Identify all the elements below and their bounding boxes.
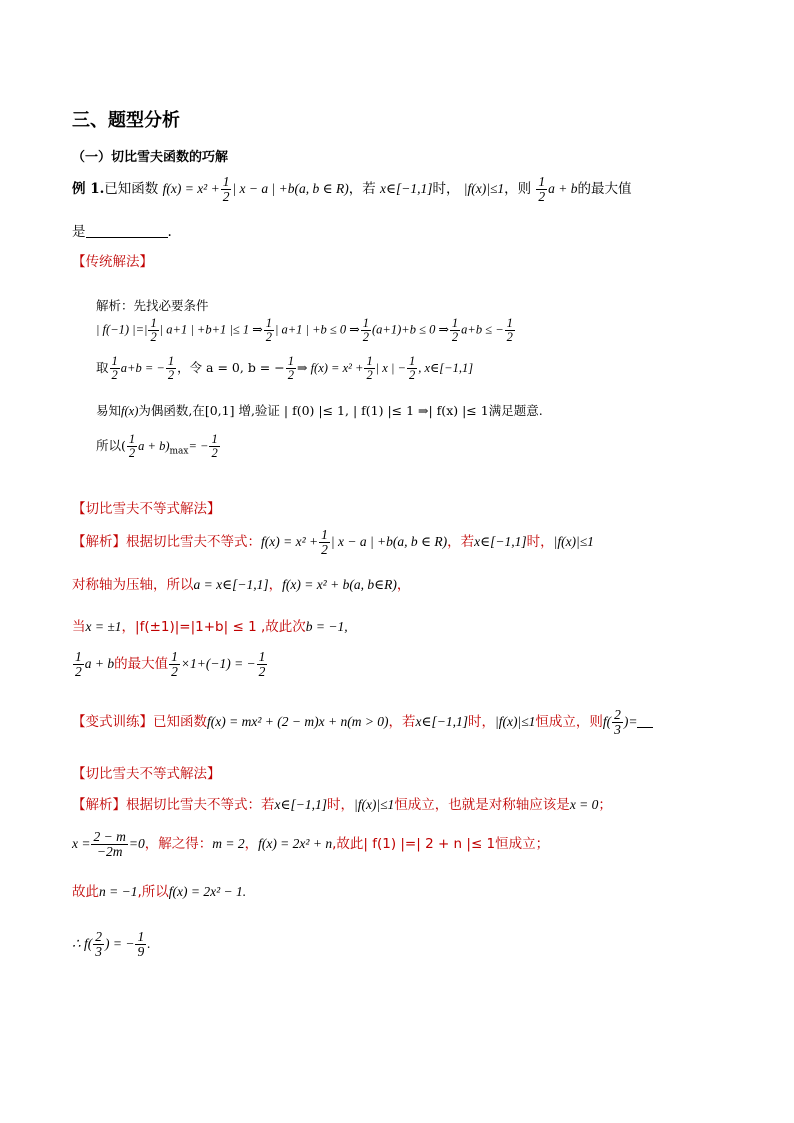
text-fragment: |f(x)|≤1 — [463, 181, 505, 197]
text-fragment: 易知 — [96, 403, 122, 418]
text-fragment: 恒成立，则 — [535, 714, 603, 731]
text-fragment: ,故此| f(1) |=| 2 + n |≤ 1恒成立 — [332, 836, 536, 853]
text-fragment: x∈[−1,1] — [474, 534, 527, 550]
fraction-denominator: 2 — [362, 330, 370, 345]
text-fragment: a = x∈[−1,1] — [193, 577, 269, 592]
text-fragment: f(x) = 2x² + n — [258, 836, 333, 852]
text-fragment: ，若 — [388, 714, 416, 731]
text-fragment: a + b) — [138, 439, 170, 454]
fraction-numerator: 1 — [137, 929, 145, 944]
text-fragment: 故此 — [72, 884, 99, 900]
text-fragment: x∈[−1,1] — [380, 181, 433, 197]
text-fragment: )= — [623, 714, 638, 730]
text-fragment: ，则 — [504, 181, 532, 198]
fraction-denominator: 2 — [321, 542, 328, 558]
example-line-2 — [72, 220, 172, 240]
fraction — [364, 355, 374, 382]
text-fragment: |f(x)|≤1 — [495, 714, 536, 730]
fraction-denominator: 9 — [137, 944, 145, 960]
text-fragment: 的最大值 — [577, 181, 632, 198]
fraction-numerator: 1 — [451, 316, 459, 330]
solution1-line-4 — [72, 650, 268, 679]
text-fragment: f(x) = 2x² − 1. — [168, 884, 247, 899]
text-fragment: f(x) — [121, 404, 139, 418]
fraction-numerator: 1 — [171, 649, 178, 664]
text-fragment: x = — [72, 836, 91, 852]
fraction-numerator: 1 — [258, 649, 266, 664]
text-fragment: . — [147, 936, 151, 952]
fraction-numerator: 1 — [150, 316, 157, 330]
fraction-denominator: 2 — [538, 189, 546, 205]
variant-line — [72, 708, 653, 737]
fraction-numerator: 1 — [167, 354, 175, 368]
text-fragment: ) = − — [104, 936, 135, 952]
text-fragment: =0 — [128, 836, 145, 852]
fraction — [361, 317, 371, 344]
solution2-line-1 — [72, 793, 612, 813]
fraction-numerator: 1 — [362, 316, 370, 330]
text-fragment: 根据切比雪夫不等式： — [126, 534, 261, 551]
text-fragment: f(x) = mx² + (2 − m)x + n(m > 0) — [207, 714, 389, 730]
text-fragment: | x − a | +b(a, b ∈ R) — [232, 181, 349, 197]
text-fragment: 所以( — [96, 438, 126, 454]
tag-chebyshev-1: 【切比雪夫不等式解法】 — [72, 501, 221, 517]
text-fragment: ，若 — [348, 181, 376, 198]
text-fragment: f(x) = x² + — [162, 181, 220, 197]
fraction-denominator: 2 — [167, 368, 175, 383]
fraction-denominator: 2 — [258, 664, 266, 680]
text-fragment: ， — [396, 577, 411, 593]
fraction — [110, 355, 120, 382]
fraction — [127, 433, 137, 460]
text-fragment: a + b — [548, 181, 578, 197]
fraction — [73, 650, 84, 679]
fraction-numerator: 1 — [265, 316, 272, 330]
text-fragment: ， — [244, 836, 259, 853]
fraction — [91, 830, 127, 859]
text-fragment: b = −1, — [305, 619, 348, 634]
fraction — [148, 317, 158, 344]
text-fragment: | x | − — [375, 361, 406, 376]
text-fragment: 为偶函数,在[0,1] 增,验证 | f(0) |≤ 1, | f(1) |≤ 1 ⇒| f(x) |≤ 1满足题意. — [138, 403, 543, 418]
text-fragment: n = −1 — [99, 884, 138, 899]
text-fragment: m = 2 — [212, 836, 245, 852]
text-fragment: | f(−1) |=| — [96, 322, 148, 337]
text-fragment: 的最大值 — [114, 656, 169, 673]
text-fragment: ∴ f( — [72, 936, 93, 952]
fraction-denominator: 2 — [171, 664, 178, 680]
text-fragment: ； — [598, 797, 612, 813]
fraction-numerator: 1 — [408, 354, 416, 368]
fraction — [135, 930, 146, 959]
traditional-line-4 — [96, 433, 221, 460]
fraction-denominator: −2m — [96, 844, 123, 860]
fraction — [264, 317, 274, 344]
text-fragment: x = ±1 — [85, 619, 122, 634]
fraction-denominator: 2 — [150, 330, 157, 345]
fraction-denominator: 2 — [287, 368, 294, 383]
text-fragment: 时， — [432, 181, 460, 198]
fraction-numerator: 1 — [287, 354, 294, 368]
text-fragment: f(x) = x² + — [261, 534, 319, 550]
text-fragment: 根据切比雪夫不等式：若 — [126, 797, 275, 813]
text-fragment: 【解析】 — [72, 534, 126, 551]
text-fragment: 时， — [326, 797, 354, 813]
text-fragment: | x − a | +b(a, b ∈ R) — [330, 534, 448, 550]
text-fragment: 已知函数 — [153, 714, 207, 731]
text-fragment: . — [167, 224, 172, 240]
text-fragment: ×1+(−1) = − — [180, 656, 256, 672]
text-fragment: 【解析】 — [72, 797, 126, 813]
fraction — [221, 175, 232, 204]
text-fragment: 恒成立，也就是对称轴应该是 — [394, 797, 570, 813]
text-fragment: 时， — [468, 714, 496, 731]
fraction-numerator: 2 − m — [93, 829, 126, 844]
fraction — [612, 708, 623, 737]
fraction — [407, 355, 417, 382]
traditional-intro: 解析：先找必要条件 — [96, 298, 209, 313]
fraction-denominator: 2 — [222, 189, 230, 205]
text-fragment: 对称轴为压轴，所以 — [72, 577, 194, 593]
fraction — [505, 317, 515, 344]
text-fragment: ，令 a = 0, b = − — [177, 360, 285, 376]
solution1-line-3 — [72, 615, 348, 635]
text-fragment: max — [169, 446, 189, 457]
fraction-numerator: 2 — [95, 929, 102, 944]
text-fragment: x∈[−1,1] — [415, 714, 469, 730]
fraction-denominator: 2 — [128, 446, 136, 461]
fraction — [166, 355, 176, 382]
fraction — [319, 528, 330, 557]
text-fragment: 取 — [96, 360, 109, 376]
traditional-line-2 — [96, 355, 473, 382]
text-fragment: |f(x)|≤1 — [553, 534, 594, 550]
text-fragment: | a+1 | +b+1 |≤ 1 ⇒ — [159, 322, 263, 337]
fraction-numerator: 1 — [75, 649, 82, 664]
fraction-numerator: 1 — [366, 354, 373, 368]
fraction-denominator: 2 — [506, 330, 513, 345]
text-fragment: (a+1)+b ≤ 0 ⇒ — [372, 322, 449, 337]
traditional-line-3 — [96, 401, 543, 419]
fraction-numerator: 1 — [128, 432, 136, 446]
text-fragment: a+b = − — [120, 361, 165, 376]
text-fragment: | a+1 | +b ≤ 0 ⇒ — [274, 322, 360, 337]
example-line-1 — [72, 175, 632, 204]
fraction-numerator: 1 — [506, 316, 513, 330]
fraction-numerator: 1 — [211, 432, 218, 446]
text-fragment: ， — [268, 577, 283, 593]
text-fragment: ； — [535, 836, 550, 853]
text-fragment: a+b ≤ − — [461, 322, 504, 337]
fraction-denominator: 2 — [366, 368, 373, 383]
fraction — [286, 355, 296, 382]
fraction-denominator: 3 — [95, 944, 102, 960]
text-fragment: 【变式训练】 — [72, 714, 153, 731]
section-title: 三、题型分析 — [72, 110, 180, 131]
text-fragment: f(x) = x² + b(a, b∈R) — [282, 577, 397, 592]
variant-answer-blank — [637, 727, 653, 728]
fraction — [257, 650, 268, 679]
fraction-denominator: 2 — [111, 368, 118, 383]
fraction — [536, 175, 547, 204]
text-fragment: ⇒ f(x) = x² + — [296, 361, 364, 376]
fraction-numerator: 1 — [222, 174, 230, 189]
answer-blank — [86, 237, 168, 238]
text-fragment: x = 0 — [569, 797, 599, 812]
fraction-denominator: 3 — [614, 722, 621, 738]
solution2-line-3 — [72, 880, 246, 900]
subsection-title: （一）切比雪夫函数的巧解 — [72, 150, 229, 165]
text-fragment: 当 — [72, 619, 86, 635]
traditional-line-1 — [96, 317, 516, 344]
text-fragment: f( — [602, 714, 612, 730]
fraction-numerator: 1 — [538, 174, 546, 189]
tag-chebyshev-2: 【切比雪夫不等式解法】 — [72, 766, 221, 782]
text-fragment: 已知函数 — [104, 181, 159, 198]
text-fragment: ，若 — [447, 534, 475, 551]
text-fragment: a + b — [84, 656, 115, 672]
text-fragment: , x∈[−1,1] — [418, 361, 474, 376]
fraction — [93, 930, 104, 959]
fraction-numerator: 1 — [321, 527, 328, 542]
fraction-numerator: 1 — [111, 354, 118, 368]
example-label: 例 1. — [72, 181, 105, 198]
fraction-numerator: 2 — [614, 707, 621, 722]
fraction-denominator: 2 — [408, 368, 416, 383]
fraction-denominator: 2 — [451, 330, 459, 345]
solution2-line-4 — [72, 930, 151, 959]
fraction — [450, 317, 460, 344]
fraction-denominator: 2 — [75, 664, 82, 680]
text-fragment: x∈[−1,1] — [274, 797, 327, 812]
fraction-denominator: 2 — [265, 330, 272, 345]
fraction — [209, 433, 219, 460]
solution1-line-1 — [72, 528, 594, 557]
solution2-line-2 — [72, 830, 549, 859]
text-fragment: ,所以 — [137, 884, 169, 900]
fraction — [169, 650, 180, 679]
text-fragment: 时， — [526, 534, 554, 551]
fraction-denominator: 2 — [211, 446, 218, 461]
solution1-line-2 — [72, 573, 410, 593]
text-fragment: ，|f(±1)|=|1+b| ≤ 1 ,故此次 — [121, 619, 306, 635]
text-fragment: 是 — [72, 224, 86, 240]
text-fragment: |f(x)|≤1 — [353, 797, 395, 812]
tag-traditional: 【传统解法】 — [72, 254, 153, 270]
text-fragment: = − — [188, 439, 209, 454]
text-fragment: ，解之得： — [144, 836, 213, 853]
